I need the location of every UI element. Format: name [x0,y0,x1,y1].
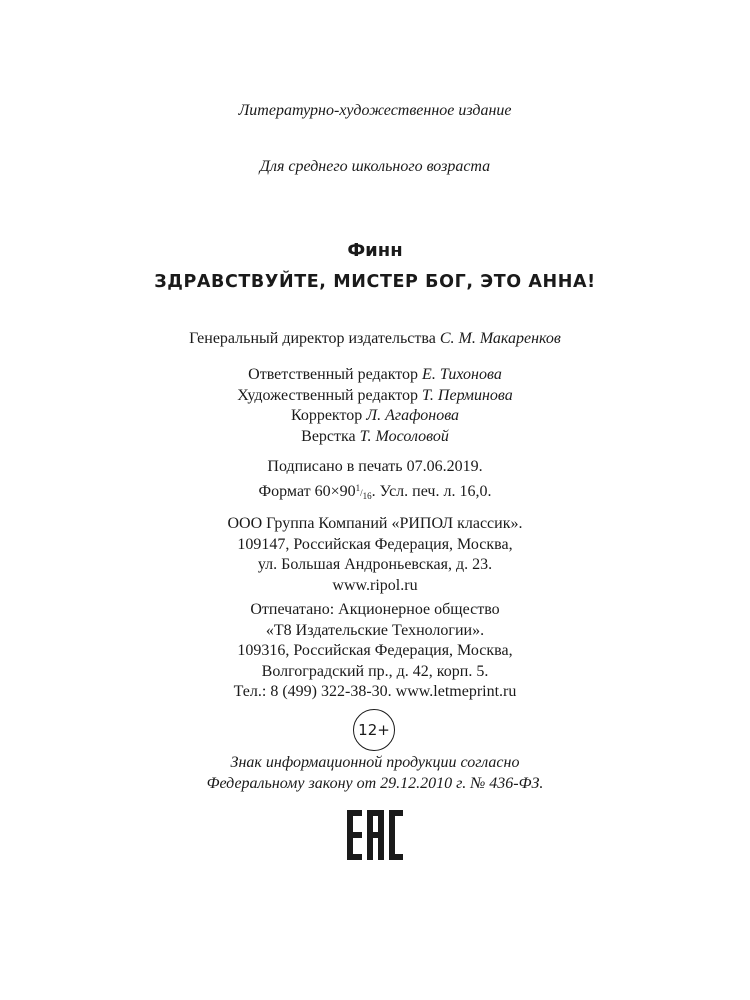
director-line [0,330,750,348]
edition-type: Литературно-художественное издание [238,102,512,119]
staff-label: Корректор [290,407,363,424]
audience: Для среднего школьного возраста [259,158,491,175]
printer-line: 109316, Российская Федерация, Москва, [237,642,513,659]
staff-line [0,406,750,427]
format-suffix: . Усл. печ. л. 16,0. [371,482,492,500]
print-block [0,457,750,506]
staff-line [0,427,750,448]
printer-line: «Т8 Издательские Технологии». [265,621,485,639]
staff-label: Верстка [301,427,356,445]
format-fraction: $^1/_{16}$ [355,482,372,501]
director-label: Генеральный директор издательства [189,330,436,347]
author: Финн [347,240,403,261]
publisher-block [0,514,750,596]
law-note-line: Знак информационной продукции согласно [230,754,520,771]
staff-name: Е. Тихонова [422,366,502,383]
director-name: С. М. Макаренков [439,330,561,347]
staff-name: Л. Агафонова [366,407,460,424]
staff-label: Художественный редактор [237,386,419,404]
publisher-line: ООО Группа Компаний «РИПОЛ классик». [227,515,523,532]
staff-line [0,365,750,386]
printer-line: Тел.: 8 (499) 322-38-30. www.letmeprint.ru [233,683,517,700]
publisher-website: www.ripol.ru [332,576,418,594]
law-note-line: Федеральному закону от 29.12.2010 г. № 436-ФЗ. [206,774,544,792]
staff-block [0,365,750,447]
eac-logo-icon [347,810,403,860]
format-prefix: Формат 60×90 [258,482,356,500]
publisher-line: ул. Большая Андроньевская, д. 23. [257,556,493,573]
printer-line: Волгоградский пр., д. 42, корп. 5. [261,662,489,680]
printer-block [0,600,750,703]
print-signed: Подписано в печать 07.06.2019. [267,458,483,475]
staff-name: Т. Перминова [422,386,513,404]
law-note [0,753,750,794]
printer-line: Отпечатано: Акционерное общество [250,601,500,618]
publisher-line: 109147, Российская Федерация, Москва, [237,535,513,553]
staff-label: Ответственный редактор [248,366,419,383]
print-format [0,478,750,507]
age-rating-badge: 12+ [353,709,395,751]
staff-name: Т. Мосоловой [359,427,449,445]
staff-line [0,386,750,407]
book-title: ЗДРАВСТВУЙТЕ, МИСТЕР БОГ, ЭТО АННА! [154,272,596,292]
